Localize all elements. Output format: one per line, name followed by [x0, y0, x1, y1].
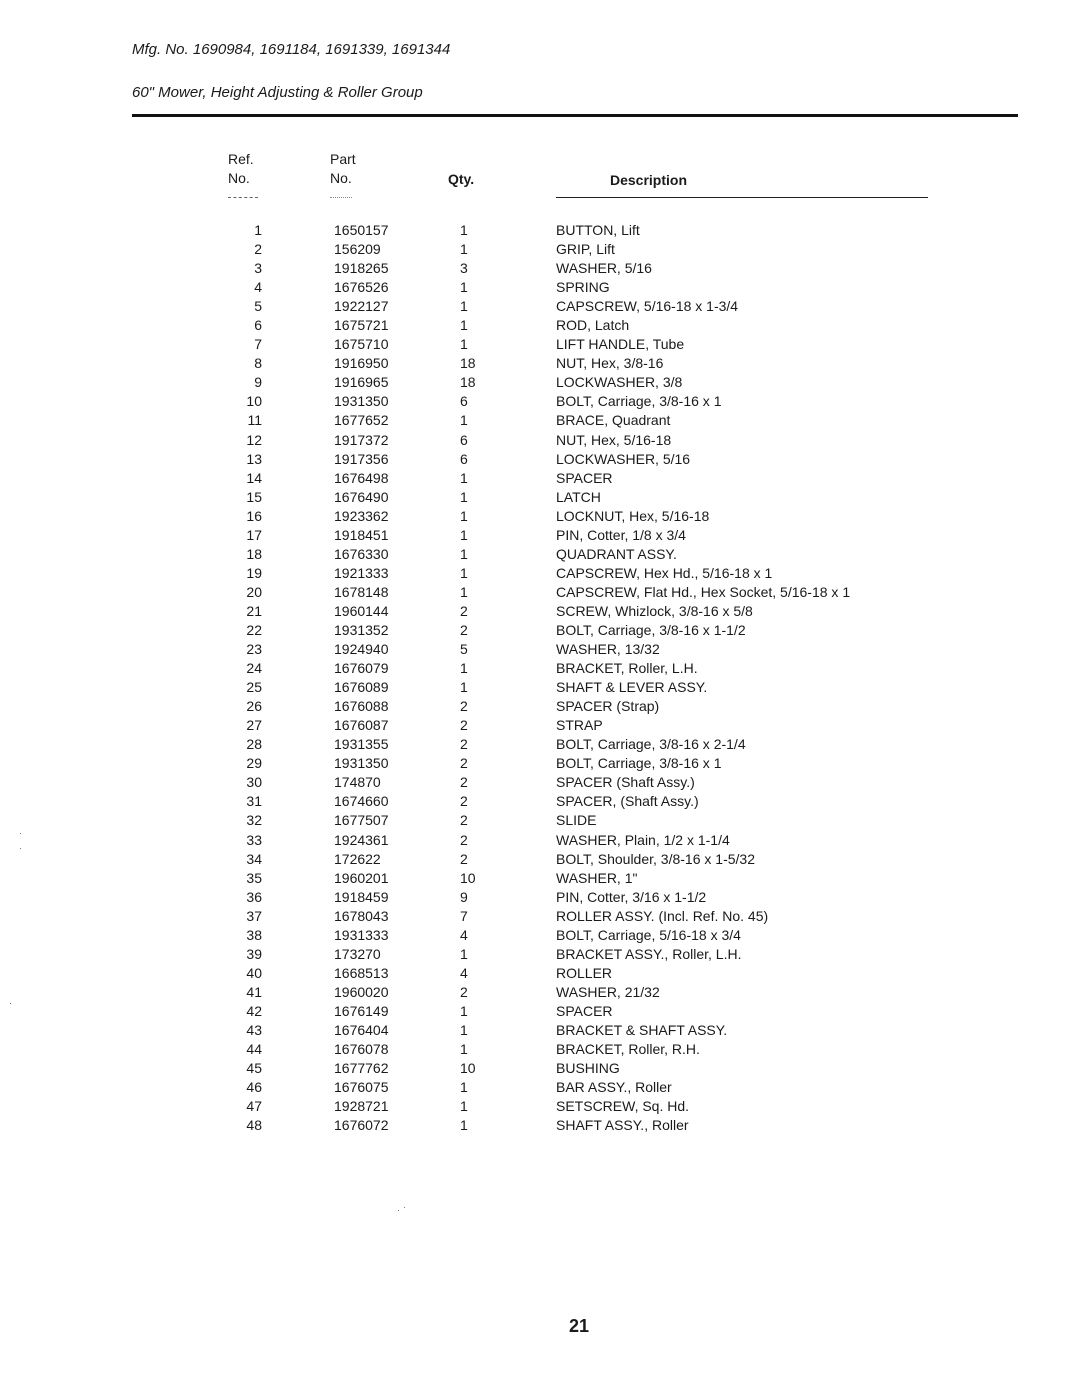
part-number-cell: 1676404: [334, 1021, 389, 1038]
table-row: [0, 469, 1080, 488]
scan-speck: [20, 833, 21, 834]
qty-cell: 1: [460, 507, 468, 524]
qty-cell: 3: [460, 260, 468, 277]
ref-cell: 12: [246, 431, 262, 448]
table-row: [0, 259, 1080, 278]
table-row: [0, 735, 1080, 754]
ref-cell: 13: [246, 450, 262, 467]
qty-cell: 2: [460, 602, 468, 619]
qty-cell: 1: [460, 298, 468, 315]
table-row: [0, 335, 1080, 354]
description-cell: ROD, Latch: [556, 317, 630, 334]
qty-cell: 1: [460, 1098, 468, 1115]
part-number-cell: 1675721: [334, 317, 389, 334]
part-header-underline: [330, 197, 352, 199]
description-cell: BRACKET, Roller, L.H.: [556, 660, 698, 677]
qty-cell: 6: [460, 393, 468, 410]
ref-cell: 19: [246, 564, 262, 581]
ref-label-line2: No.: [228, 170, 250, 186]
table-row: [0, 1097, 1080, 1116]
table-row: [0, 697, 1080, 716]
ref-cell: 27: [246, 717, 262, 734]
part-number-cell: 1676526: [334, 279, 389, 296]
qty-cell: 2: [460, 831, 468, 848]
table-row: [0, 602, 1080, 621]
table-row: [0, 1021, 1080, 1040]
description-cell: SPACER, (Shaft Assy.): [556, 793, 699, 810]
mfg-numbers: Mfg. No. 1690984, 1691184, 1691339, 1691344: [132, 41, 451, 58]
part-number-cell: 1676088: [334, 698, 389, 715]
scan-speck: [20, 848, 21, 849]
part-number-cell: 1678043: [334, 907, 389, 924]
part-number-cell: 1676078: [334, 1041, 389, 1058]
description-cell: SPACER (Strap): [556, 698, 660, 715]
scan-speck: [398, 1210, 399, 1211]
ref-cell: 1: [254, 222, 262, 238]
table-row: [0, 221, 1080, 240]
ref-header-underline: [228, 197, 258, 199]
ref-cell: 40: [246, 964, 262, 981]
qty-cell: 1: [460, 1079, 468, 1096]
qty-cell: 1: [460, 222, 468, 238]
ref-cell: 29: [246, 755, 262, 772]
description-cell: LOCKWASHER, 5/16: [556, 450, 691, 467]
table-row: [0, 583, 1080, 602]
table-row: [0, 278, 1080, 297]
qty-cell: 6: [460, 450, 468, 467]
part-number-cell: 1960201: [334, 869, 389, 886]
column-header-qty: Qty.: [448, 171, 475, 187]
ref-cell: 39: [246, 945, 262, 962]
description-cell: LOCKWASHER, 3/8: [556, 374, 683, 391]
part-number-cell: 1650157: [334, 222, 389, 238]
table-row: [0, 773, 1080, 792]
ref-cell: 47: [246, 1098, 262, 1115]
qty-cell: 1: [460, 412, 468, 429]
table-row: [0, 297, 1080, 316]
ref-cell: 10: [246, 393, 262, 410]
description-cell: BRACE, Quadrant: [556, 412, 671, 429]
part-number-cell: 1918459: [334, 888, 389, 905]
ref-label-line1: Ref.: [228, 151, 254, 167]
description-cell: BRACKET ASSY., Roller, L.H.: [556, 945, 742, 962]
ref-cell: 36: [246, 888, 262, 905]
part-number-cell: 1928721: [334, 1098, 389, 1115]
table-row: [0, 907, 1080, 926]
ref-cell: 33: [246, 831, 262, 848]
description-cell: LIFT HANDLE, Tube: [556, 336, 685, 353]
description-cell: BOLT, Shoulder, 3/8-16 x 1-5/32: [556, 850, 755, 867]
qty-cell: 1: [460, 679, 468, 696]
ref-cell: 31: [246, 793, 262, 810]
ref-cell: 38: [246, 926, 262, 943]
description-cell: BOLT, Carriage, 3/8-16 x 2-1/4: [556, 736, 746, 753]
part-number-cell: 1676330: [334, 545, 389, 562]
qty-cell: 1: [460, 945, 468, 962]
qty-cell: 2: [460, 698, 468, 715]
qty-cell: 7: [460, 907, 468, 924]
description-cell: SPACER: [556, 1002, 613, 1019]
part-number-cell: 1676149: [334, 1002, 389, 1019]
scan-speck: [10, 1003, 11, 1004]
part-number-cell: 1921333: [334, 564, 389, 581]
part-number-cell: 1960020: [334, 983, 389, 1000]
description-header-rule: [556, 197, 928, 198]
qty-cell: 1: [460, 545, 468, 562]
ref-cell: 6: [254, 317, 262, 334]
description-cell: NUT, Hex, 5/16-18: [556, 431, 672, 448]
ref-cell: 35: [246, 869, 262, 886]
parts-table: [0, 221, 1080, 1135]
part-number-cell: 1668513: [334, 964, 389, 981]
table-row: [0, 888, 1080, 907]
qty-cell: 10: [460, 1060, 476, 1077]
description-cell: WASHER, 13/32: [556, 641, 660, 658]
table-row: [0, 811, 1080, 830]
part-number-cell: 1917356: [334, 450, 389, 467]
qty-cell: 4: [460, 964, 468, 981]
qty-cell: 1: [460, 1002, 468, 1019]
description-cell: STRAP: [556, 717, 603, 734]
ref-cell: 48: [246, 1117, 262, 1134]
table-row: [0, 964, 1080, 983]
table-row: [0, 869, 1080, 888]
description-cell: BUSHING: [556, 1060, 620, 1077]
qty-cell: 2: [460, 736, 468, 753]
ref-cell: 7: [254, 336, 262, 353]
table-row: [0, 678, 1080, 697]
ref-cell: 17: [246, 526, 262, 543]
part-number-cell: 1677652: [334, 412, 389, 429]
part-number-cell: 1676072: [334, 1117, 389, 1134]
description-cell: WASHER, 21/32: [556, 983, 660, 1000]
part-number-cell: 1918265: [334, 260, 389, 277]
description-cell: SCREW, Whizlock, 3/8-16 x 5/8: [556, 602, 753, 619]
table-row: [0, 945, 1080, 964]
description-cell: SPACER: [556, 469, 613, 486]
ref-cell: 42: [246, 1002, 262, 1019]
table-row: [0, 1116, 1080, 1135]
description-cell: CAPSCREW, Flat Hd., Hex Socket, 5/16-18 x 1: [556, 583, 851, 600]
table-row: [0, 450, 1080, 469]
part-number-cell: 1675710: [334, 336, 389, 353]
ref-cell: 16: [246, 507, 262, 524]
ref-cell: 44: [246, 1041, 262, 1058]
description-cell: BOLT, Carriage, 3/8-16 x 1-1/2: [556, 621, 746, 638]
part-number-cell: 1676079: [334, 660, 389, 677]
qty-cell: 2: [460, 755, 468, 772]
table-row: [0, 545, 1080, 564]
qty-cell: 5: [460, 641, 468, 658]
qty-cell: 18: [460, 374, 476, 391]
table-row: [0, 1002, 1080, 1021]
part-label-line1: Part: [330, 151, 356, 167]
part-number-cell: 1676075: [334, 1079, 389, 1096]
ref-cell: 37: [246, 907, 262, 924]
ref-cell: 30: [246, 774, 262, 791]
description-cell: BRACKET & SHAFT ASSY.: [556, 1021, 728, 1038]
qty-cell: 1: [460, 469, 468, 486]
qty-cell: 4: [460, 926, 468, 943]
table-row: [0, 659, 1080, 678]
table-row: [0, 926, 1080, 945]
table-row: [0, 392, 1080, 411]
ref-cell: 15: [246, 488, 262, 505]
table-row: [0, 831, 1080, 850]
column-header-part: [330, 150, 356, 188]
qty-cell: 1: [460, 660, 468, 677]
description-cell: BRACKET, Roller, R.H.: [556, 1041, 700, 1058]
part-number-cell: 1917372: [334, 431, 389, 448]
qty-cell: 1: [460, 1117, 468, 1134]
ref-cell: 22: [246, 621, 262, 638]
table-row: [0, 564, 1080, 583]
table-row: [0, 526, 1080, 545]
part-label-line2: No.: [330, 170, 352, 186]
ref-cell: 34: [246, 850, 262, 867]
description-cell: LOCKNUT, Hex, 5/16-18: [556, 507, 710, 524]
part-number-cell: 1677762: [334, 1060, 389, 1077]
qty-cell: 2: [460, 717, 468, 734]
table-row: [0, 240, 1080, 259]
description-cell: NUT, Hex, 3/8-16: [556, 355, 664, 372]
qty-cell: 1: [460, 583, 468, 600]
part-number-cell: 1924361: [334, 831, 389, 848]
table-row: [0, 373, 1080, 392]
ref-cell: 4: [254, 279, 262, 296]
part-number-cell: 1676089: [334, 679, 389, 696]
description-cell: QUADRANT ASSY.: [556, 545, 677, 562]
ref-cell: 5: [254, 298, 262, 315]
description-cell: BAR ASSY., Roller: [556, 1079, 672, 1096]
qty-cell: 2: [460, 793, 468, 810]
ref-cell: 8: [254, 355, 262, 372]
description-cell: SETSCREW, Sq. Hd.: [556, 1098, 690, 1115]
qty-cell: 2: [460, 621, 468, 638]
page-number: 21: [569, 1316, 590, 1336]
part-number-cell: 1674660: [334, 793, 389, 810]
part-number-cell: 1918451: [334, 526, 389, 543]
ref-cell: 46: [246, 1079, 262, 1096]
ref-cell: 43: [246, 1021, 262, 1038]
qty-cell: 2: [460, 774, 468, 791]
description-cell: CAPSCREW, 5/16-18 x 1-3/4: [556, 298, 739, 315]
qty-cell: 18: [460, 355, 476, 372]
ref-cell: 32: [246, 812, 262, 829]
table-row: [0, 792, 1080, 811]
ref-cell: 20: [246, 583, 262, 600]
table-row: [0, 1040, 1080, 1059]
description-cell: WASHER, Plain, 1/2 x 1-1/4: [556, 831, 730, 848]
part-number-cell: 1676490: [334, 488, 389, 505]
table-row: [0, 1078, 1080, 1097]
part-number-cell: 1923362: [334, 507, 389, 524]
qty-cell: 1: [460, 1041, 468, 1058]
description-cell: LATCH: [556, 488, 601, 505]
ref-cell: 2: [254, 241, 262, 258]
qty-cell: 1: [460, 564, 468, 581]
description-cell: BOLT, Carriage, 3/8-16 x 1: [556, 393, 722, 410]
description-cell: BOLT, Carriage, 3/8-16 x 1: [556, 755, 722, 772]
part-number-cell: 1931352: [334, 621, 389, 638]
table-row: [0, 488, 1080, 507]
table-row: [0, 411, 1080, 430]
qty-cell: 1: [460, 336, 468, 353]
ref-cell: 25: [246, 679, 262, 696]
description-cell: PIN, Cotter, 3/16 x 1-1/2: [556, 888, 707, 905]
ref-cell: 14: [246, 469, 262, 486]
table-row: [0, 507, 1080, 526]
part-number-cell: 1931355: [334, 736, 389, 753]
qty-cell: 1: [460, 241, 468, 258]
description-cell: ROLLER ASSY. (Incl. Ref. No. 45): [556, 907, 769, 924]
part-number-cell: 174870: [334, 774, 381, 791]
description-cell: SHAFT & LEVER ASSY.: [556, 679, 708, 696]
description-cell: BUTTON, Lift: [556, 222, 640, 238]
part-number-cell: 1931350: [334, 393, 389, 410]
table-row: [0, 1059, 1080, 1078]
part-number-cell: 1677507: [334, 812, 389, 829]
description-cell: SHAFT ASSY., Roller: [556, 1117, 689, 1134]
part-number-cell: 1916965: [334, 374, 389, 391]
part-number-cell: 1924940: [334, 641, 389, 658]
description-cell: BOLT, Carriage, 5/16-18 x 3/4: [556, 926, 741, 943]
ref-cell: 3: [254, 260, 262, 277]
description-cell: WASHER, 1": [556, 869, 638, 886]
ref-cell: 18: [246, 545, 262, 562]
part-number-cell: 1678148: [334, 583, 389, 600]
table-row: [0, 354, 1080, 373]
qty-cell: 1: [460, 526, 468, 543]
part-number-cell: 1916950: [334, 355, 389, 372]
description-cell: SPRING: [556, 279, 610, 296]
part-number-cell: 1676087: [334, 717, 389, 734]
table-row: [0, 716, 1080, 735]
part-number-cell: 1931333: [334, 926, 389, 943]
qty-cell: 1: [460, 317, 468, 334]
qty-cell: 1: [460, 279, 468, 296]
description-cell: WASHER, 5/16: [556, 260, 652, 277]
description-cell: PIN, Cotter, 1/8 x 3/4: [556, 526, 686, 543]
qty-cell: 2: [460, 983, 468, 1000]
ref-cell: 11: [247, 412, 262, 429]
header-rule: [132, 114, 1018, 117]
table-row: [0, 754, 1080, 773]
qty-cell: 9: [460, 888, 468, 905]
table-row: [0, 640, 1080, 659]
qty-cell: 2: [460, 812, 468, 829]
group-title: 60" Mower, Height Adjusting & Roller Group: [132, 84, 423, 101]
description-cell: CAPSCREW, Hex Hd., 5/16-18 x 1: [556, 564, 773, 581]
ref-cell: 23: [246, 641, 262, 658]
description-cell: ROLLER: [556, 964, 613, 981]
table-row: [0, 850, 1080, 869]
column-header-description: Description: [610, 172, 688, 188]
ref-cell: 28: [246, 736, 262, 753]
table-row: [0, 316, 1080, 335]
qty-cell: 1: [460, 488, 468, 505]
ref-cell: 26: [246, 698, 262, 715]
qty-cell: 1: [460, 1021, 468, 1038]
part-number-cell: 1931350: [334, 755, 389, 772]
part-number-cell: 172622: [334, 850, 381, 867]
ref-cell: 9: [254, 374, 262, 391]
part-number-cell: 1676498: [334, 469, 389, 486]
column-header-ref: [228, 150, 254, 188]
ref-cell: 45: [246, 1060, 262, 1077]
ref-cell: 24: [246, 660, 262, 677]
table-row: [0, 621, 1080, 640]
ref-cell: 41: [246, 983, 262, 1000]
qty-cell: 2: [460, 850, 468, 867]
part-number-cell: 173270: [334, 945, 381, 962]
description-cell: GRIP, Lift: [556, 241, 615, 258]
ref-cell: 21: [246, 602, 262, 619]
qty-cell: 6: [460, 431, 468, 448]
table-row: [0, 431, 1080, 450]
description-cell: SPACER (Shaft Assy.): [556, 774, 695, 791]
description-cell: SLIDE: [556, 812, 597, 829]
scan-speck: [404, 1207, 405, 1208]
part-number-cell: 156209: [334, 241, 381, 258]
part-number-cell: 1922127: [334, 298, 389, 315]
table-row: [0, 983, 1080, 1002]
part-number-cell: 1960144: [334, 602, 389, 619]
qty-cell: 10: [460, 869, 476, 886]
